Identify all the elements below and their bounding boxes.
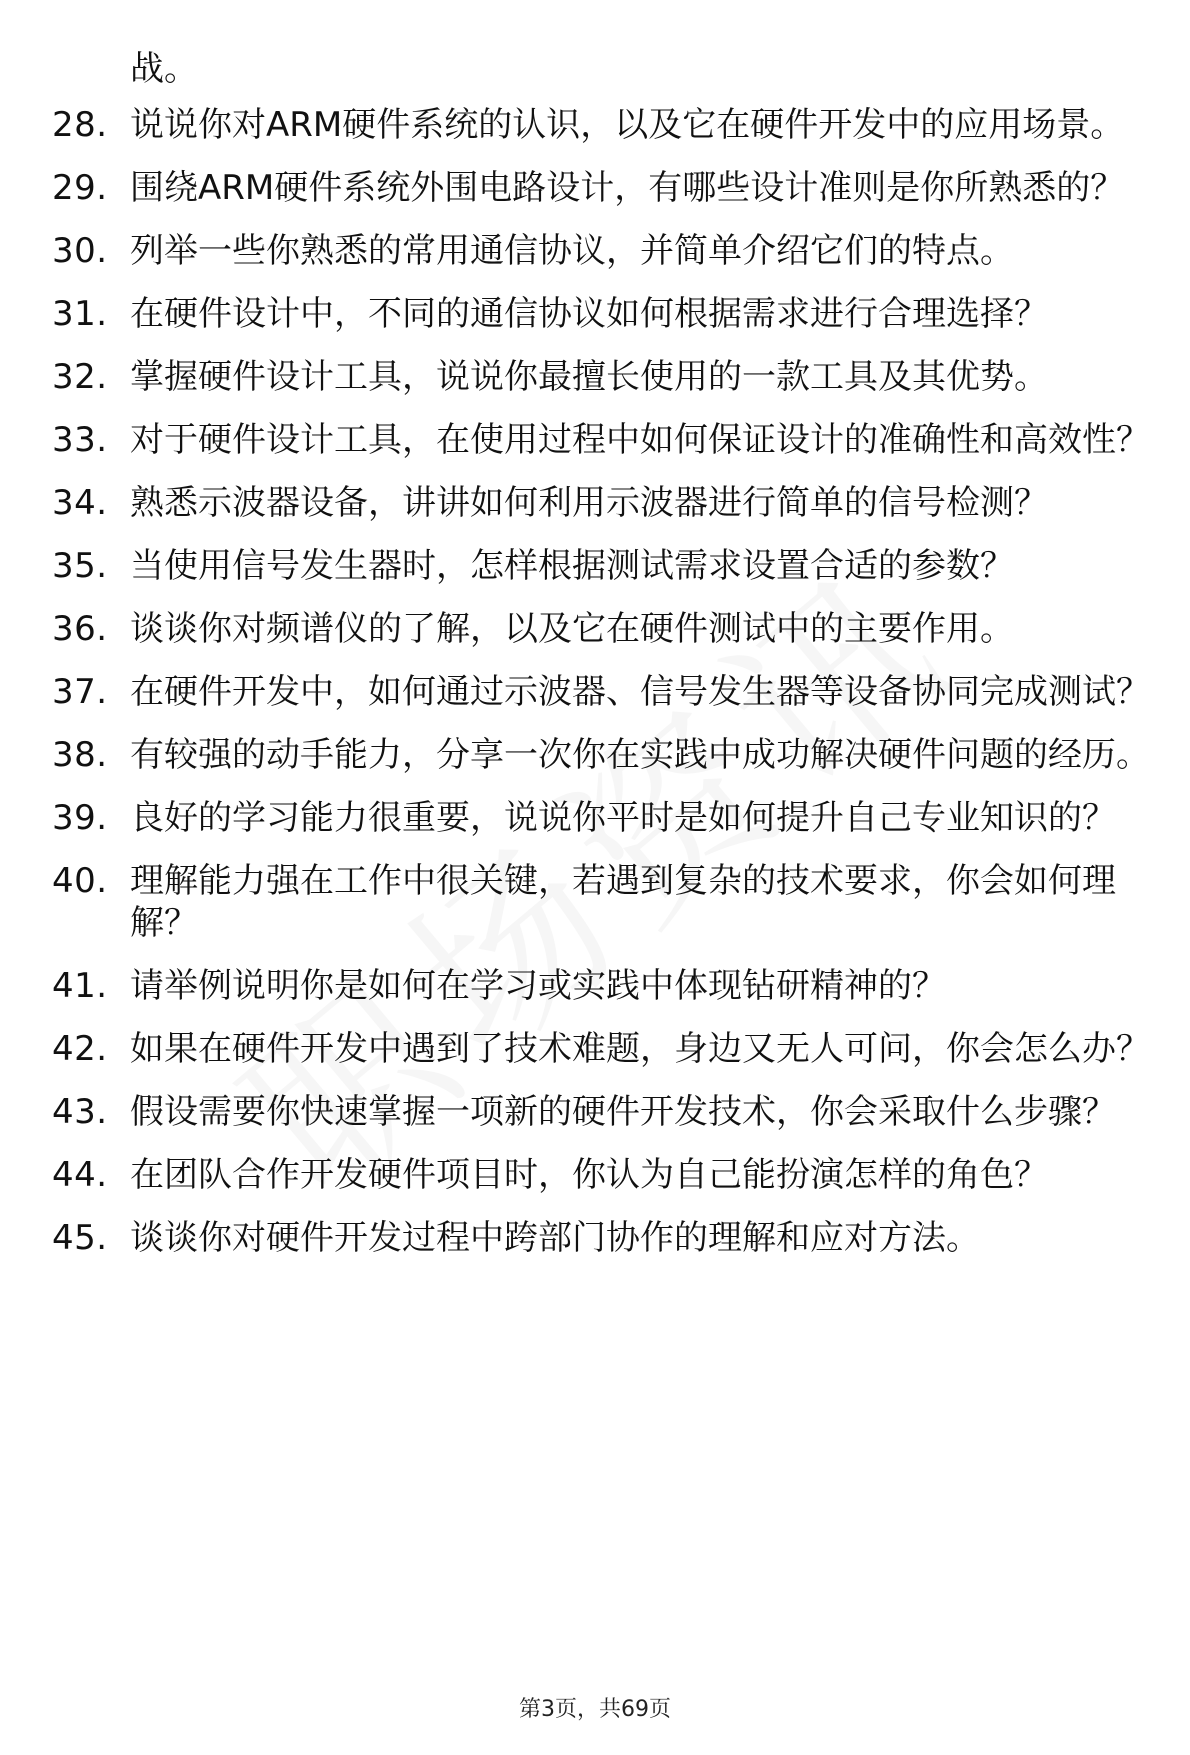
question-number: 39.: [52, 798, 108, 838]
question-text: 谈谈你对频谱仪的了解，以及它在硬件测试中的主要作用。: [130, 609, 1014, 649]
question-text: 良好的学习能力很重要，说说你平时是如何提升自己专业知识的？: [130, 798, 1116, 838]
question-item: [52, 1091, 1162, 1133]
question-text: 谈谈你对硬件开发过程中跨部门协作的理解和应对方法。: [130, 1218, 980, 1258]
page-footer: [0, 1695, 1190, 1725]
question-text: 请举例说明你是如何在学习或实践中体现钻研精神的？: [130, 966, 946, 1006]
question-number: 44.: [52, 1155, 108, 1195]
question-list: [52, 104, 1162, 1280]
question-text: 有较强的动手能力，分享一次你在实践中成功解决硬件问题的经历。: [130, 735, 1150, 775]
question-number: 28.: [52, 105, 108, 145]
question-number: 35.: [52, 546, 108, 586]
question-number: 34.: [52, 483, 108, 523]
question-number: 45.: [52, 1218, 108, 1258]
question-text: 当使用信号发生器时，怎样根据测试需求设置合适的参数？: [130, 546, 1014, 586]
page-indicator: 第3页，共69页: [519, 1697, 671, 1722]
question-text: 对于硬件设计工具，在使用过程中如何保证设计的准确性和高效性？: [130, 420, 1150, 460]
question-text: 在硬件开发中，如何通过示波器、信号发生器等设备协同完成测试？: [130, 672, 1150, 712]
question-text: 熟悉示波器设备，讲讲如何利用示波器进行简单的信号检测？: [130, 483, 1048, 523]
question-number: 33.: [52, 420, 108, 460]
question-item: [52, 545, 1162, 587]
question-item: [52, 608, 1162, 650]
question-text: 围绕ARM硬件系统外围电路设计，有哪些设计准则是你所熟悉的？: [130, 168, 1125, 208]
question-item: [52, 1217, 1162, 1259]
question-number: 30.: [52, 231, 108, 271]
question-item: [52, 734, 1162, 776]
question-item: [52, 797, 1162, 839]
question-text: 在硬件设计中，不同的通信协议如何根据需求进行合理选择？: [130, 294, 1048, 334]
question-item: [52, 230, 1162, 272]
question-text: 列举一些你熟悉的常用通信协议，并简单介绍它们的特点。: [130, 231, 1014, 271]
question-number: 41.: [52, 966, 108, 1006]
question-number: 37.: [52, 672, 108, 712]
question-text: 在团队合作开发硬件项目时，你认为自己能扮演怎样的角色？: [130, 1155, 1048, 1195]
question-item: [52, 293, 1162, 335]
question-item: [52, 167, 1162, 209]
question-item: [52, 860, 1162, 944]
question-item: [52, 104, 1162, 146]
question-number: 36.: [52, 609, 108, 649]
question-number: 42.: [52, 1029, 108, 1069]
continuation-text: 战。: [130, 49, 198, 89]
question-item: [52, 965, 1162, 1007]
question-text: 假设需要你快速掌握一项新的硬件开发技术，你会采取什么步骤？: [130, 1092, 1116, 1132]
question-number: 43.: [52, 1092, 108, 1132]
question-number: 31.: [52, 294, 108, 334]
question-item: [52, 482, 1162, 524]
question-text: 如果在硬件开发中遇到了技术难题，身边又无人可问，你会怎么办？: [130, 1029, 1150, 1069]
question-item: [52, 1154, 1162, 1196]
question-item: [52, 671, 1162, 713]
question-text: 掌握硬件设计工具，说说你最擅长使用的一款工具及其优势。: [130, 357, 1048, 397]
question-number: 29.: [52, 168, 108, 208]
question-text: 理解能力强在工作中很关键，若遇到复杂的技术要求，你会如何理解？: [130, 861, 1116, 943]
question-number: 38.: [52, 735, 108, 775]
question-number: 40.: [52, 861, 108, 901]
question-item: [52, 1028, 1162, 1070]
question-number: 32.: [52, 357, 108, 397]
question-text: 说说你对ARM硬件系统的认识，以及它在硬件开发中的应用场景。: [130, 105, 1125, 145]
question-item: [52, 356, 1162, 398]
question-item: [52, 419, 1162, 461]
